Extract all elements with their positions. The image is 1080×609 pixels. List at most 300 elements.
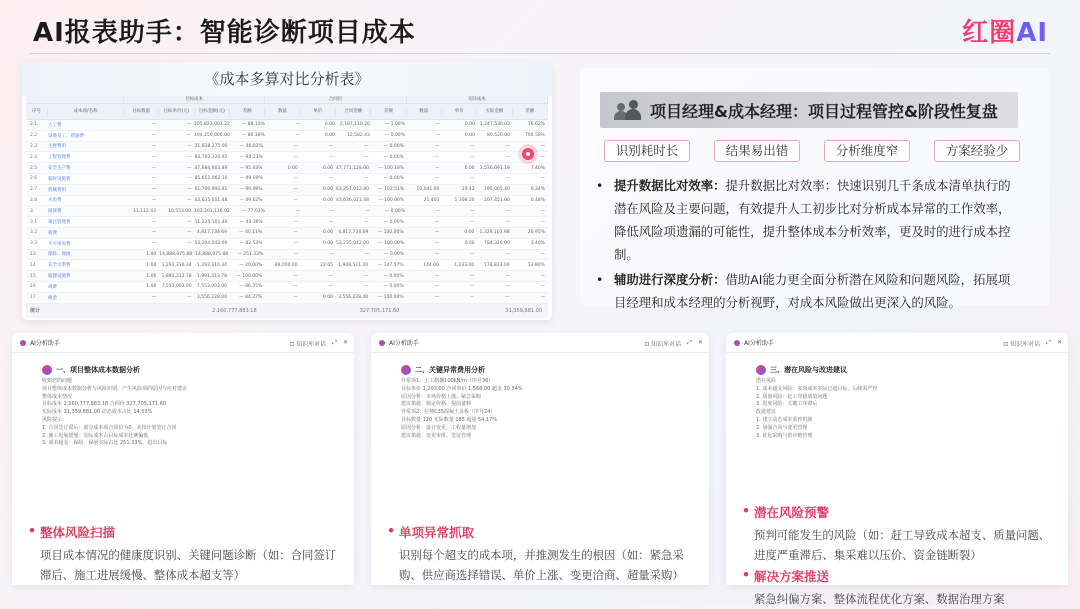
cost-item-link[interactable]: 设备及工、措施费: [48, 133, 84, 139]
table-row[interactable]: [26, 228, 548, 239]
table-cell: —: [505, 273, 510, 279]
table-cell: — 0.00%: [383, 284, 404, 290]
table-cell: 10,041.00: [416, 187, 440, 193]
table-cell: —: [295, 208, 300, 214]
table-cell: 1,891,313.78: [161, 273, 192, 279]
table-cell: —: [363, 273, 369, 279]
cost-item-link[interactable]: 临建设施费: [48, 274, 71, 280]
table-row[interactable]: [26, 142, 548, 153]
table-cell: 19.42: [461, 187, 475, 193]
response-line: 目标成本 2,160,777,883.18 合同价 327,705,171.60: [42, 401, 167, 408]
table-cell: — 49.62%: [239, 197, 263, 203]
table-cell: 7.40%: [530, 165, 546, 171]
caption-text: 项目成本情况的健康度识别、关键问题诊断（如：合同签订滞后、施工进展缓慢、整体成本超支等）: [40, 548, 337, 582]
table-cell: —: [151, 122, 157, 128]
table-cell: 1,293,310.34: [196, 262, 227, 268]
table-cell: —: [540, 154, 546, 160]
table-cell: 4,817,734.69: [338, 230, 369, 236]
table-cell: 0.00: [322, 187, 334, 193]
table-cell: —: [364, 251, 369, 257]
table-cell: —: [365, 208, 370, 214]
table-cell: 0.00: [322, 295, 333, 301]
table-cell: —: [505, 295, 510, 301]
table-cell: 207,451.00: [484, 197, 510, 203]
table-row[interactable]: [26, 260, 548, 271]
table-cell: —: [186, 241, 192, 247]
card-app-name: AI分析助手: [389, 340, 419, 347]
table-cell: 10,553.00: [168, 208, 192, 214]
table-cell: —: [293, 197, 298, 203]
expand-icon[interactable]: ⤢: [1046, 339, 1051, 346]
table-cell: 1.00: [146, 251, 157, 257]
table-cell: —: [364, 176, 369, 182]
column-header[interactable]: 差额: [513, 108, 548, 116]
table-cell: 11,225,101.40: [194, 219, 228, 225]
caption-title: • 整体风险扫描: [40, 523, 338, 541]
table-cell: — 100.00%: [236, 273, 263, 279]
caption-text: 紧急纠偏方案、整体流程优化方案、数据治理方案: [754, 592, 1005, 606]
table-cell: 47,771,128.00: [336, 165, 369, 171]
table-cell: 47,684,603.49: [194, 165, 228, 171]
column-header[interactable]: 实际金额: [477, 108, 512, 116]
column-header[interactable]: 数量: [265, 108, 300, 116]
close-icon[interactable]: ✕: [342, 339, 348, 346]
close-icon[interactable]: ✕: [1056, 339, 1062, 346]
response-line: 目标单价 1,203.00 合同单价 1,568.00 超支 30.34%: [401, 385, 523, 392]
table-cell: 1,329,103.98: [479, 230, 510, 236]
caption-text: 预判可能发生的风险（如：赶工导致成本超支、质量问题、进度严重滞后、集采难以压价、资金链断裂）: [754, 528, 1051, 562]
page-title: AI报表助手：智能诊断项目成本: [33, 18, 416, 48]
table-cell: —: [434, 165, 440, 171]
table-cell: 13.80%: [527, 262, 545, 268]
table-row[interactable]: [26, 250, 548, 261]
row-number: 2.1: [30, 122, 38, 128]
table-cell: 0.00: [322, 241, 334, 247]
table-cell: — 88.13%: [241, 122, 265, 128]
cost-item-link[interactable]: 规费: [48, 284, 57, 290]
response-line: 1. 成本超支风险：多项成本实际已超目标，后续需严控: [756, 385, 878, 392]
caption-title: • 单项异常抓取: [399, 523, 693, 541]
table-cell: 3,556,228.00: [196, 295, 227, 301]
table-cell: 1.00: [146, 262, 157, 268]
response-line: 收到您的问题: [42, 378, 73, 384]
table-cell: —: [540, 143, 546, 149]
table-cell: 14,888,075.88: [195, 251, 229, 257]
response-line: 2. 质量风险：赶工导致质量问题: [756, 393, 828, 400]
response-line: 风险提示：: [42, 416, 68, 423]
table-row[interactable]: [26, 163, 548, 174]
cost-comparison-table[interactable]: [22, 96, 552, 318]
table-cell: 0.34%: [530, 187, 546, 193]
table-cell: —: [151, 176, 157, 182]
footer-total: 2,160,777,883.18: [212, 307, 257, 314]
cost-item-link[interactable]: 保险、保函: [48, 252, 71, 258]
column-header[interactable]: 序号: [26, 108, 48, 116]
knowledge-chat-button[interactable]: ⊡ 知识库对话: [289, 341, 327, 348]
response-line: 建议措施：锁定价格、提前备料: [401, 401, 472, 408]
table-cell: 0.00: [464, 241, 475, 247]
response-line: 项目整体成本数据分析与风险识别，产生风险项的原因与应对建议: [42, 385, 188, 392]
table-row[interactable]: [26, 152, 548, 163]
table-cell: —: [328, 154, 334, 160]
table-cell: —: [469, 295, 475, 301]
response-line: 改进建议: [756, 409, 777, 416]
column-header[interactable]: 目标金额(元): [195, 108, 230, 116]
table-row[interactable]: [26, 271, 548, 282]
table-row[interactable]: [26, 282, 548, 293]
card-app-name: AI分析助手: [744, 340, 774, 347]
table-cell: 0.00: [464, 165, 475, 171]
table-cell: — 82.53%: [239, 241, 263, 247]
table-cell: — 95.03%: [239, 165, 263, 171]
table-cell: 103,203,116.02: [194, 208, 230, 214]
table-cell: —: [295, 122, 300, 128]
table-cell: 53,235,042.00: [336, 241, 369, 247]
table-cell: — 0.00%: [383, 251, 405, 257]
table-cell: —: [151, 187, 157, 193]
table-cell: — 100.18%: [378, 165, 405, 171]
row-number: 3.3: [30, 241, 38, 247]
table-cell: —: [434, 273, 439, 279]
table-cell: —: [540, 208, 545, 214]
table-cell: —: [434, 219, 440, 225]
table-cell: —: [434, 154, 440, 160]
cost-item-link[interactable]: 水电费: [48, 198, 62, 204]
table-row[interactable]: [26, 174, 548, 185]
row-number: 2.8: [30, 197, 38, 203]
table-row[interactable]: [26, 293, 548, 304]
row-number: 14: [30, 262, 36, 268]
pain-point-tags: [604, 140, 1020, 162]
table-cell: —: [151, 133, 157, 139]
expand-icon[interactable]: ⤢: [332, 339, 337, 346]
table-cell: 12,582.43: [346, 133, 370, 139]
cost-item-link[interactable]: 机械费用: [48, 187, 66, 193]
column-header[interactable]: 差额: [230, 108, 265, 116]
table-column-header: [26, 104, 548, 120]
table-cell: —: [469, 154, 475, 160]
bullet-text: 借助AI能力更全面分析潜在风险和问题风险，拓展项目经理和成本经理的分析视野，对成本风险做出更深入的风险。: [614, 272, 1011, 310]
table-row[interactable]: [26, 185, 548, 196]
table-cell: —: [293, 295, 298, 301]
table-cell: 20.95%: [527, 230, 545, 236]
table-cell: 104,256,000.00: [194, 133, 230, 139]
ai-assistant-icon: [20, 340, 26, 346]
row-number: 17: [30, 295, 36, 301]
table-cell: — 0.00%: [383, 154, 404, 160]
table-cell: 7,553,003.00: [161, 284, 192, 290]
table-cell: —: [540, 219, 546, 225]
table-cell: —: [187, 295, 192, 301]
bullet-bold: 辅助进行深度分析：: [614, 272, 726, 287]
table-cell: — 77.03%: [241, 208, 265, 214]
table-cell: —: [434, 295, 439, 301]
column-header[interactable]: 单价: [442, 108, 477, 116]
cost-item-link[interactable]: 税费: [48, 230, 57, 236]
table-cell: 22.65: [320, 262, 333, 268]
table-cell: — 46.02%: [239, 143, 263, 149]
group-header: 实际成本: [407, 96, 548, 103]
close-icon[interactable]: ✕: [697, 339, 703, 346]
table-cell: 700.58%: [524, 133, 545, 139]
row-number: 2.5: [30, 165, 38, 171]
table-cell: 0.00: [322, 230, 333, 236]
card-body: [726, 353, 1068, 440]
expand-icon[interactable]: ⤢: [687, 339, 692, 346]
table-cell: —: [505, 208, 510, 214]
role-panel: [580, 68, 1050, 310]
table-cell: — 102.51%: [378, 187, 405, 193]
table-row[interactable]: [26, 120, 548, 131]
section-title: 三、潜在风险与改进建议: [756, 365, 1054, 375]
card-caption: [12, 509, 354, 585]
response-line: 实际成本 31,359,881.00 动态成本占比 14.53%: [42, 409, 153, 416]
table-cell: 144.00: [423, 262, 439, 268]
row-number: 2.4: [30, 154, 38, 160]
knowledge-chat-button[interactable]: ⊡ 知识库对话: [1003, 341, 1041, 348]
cost-item-link[interactable]: 税金: [48, 295, 57, 301]
table-cell: — 40.36%: [239, 219, 263, 225]
table-cell: 1,308.20: [454, 197, 475, 203]
table-cell: —: [469, 176, 475, 182]
table-cell: 0.48%: [530, 197, 546, 203]
table-cell: —: [434, 284, 439, 290]
table-cell: — 147.57%: [377, 262, 404, 268]
table-cell: — 0.00%: [383, 273, 404, 279]
table-cell: —: [434, 143, 440, 149]
row-number: 16: [30, 284, 36, 290]
caption-text: 识别每个超支的成本项，并推测发生的根因（如：紧急采购、供应商选择错误、单价上涨、变更洽商、超量采购）: [399, 548, 684, 582]
bullet-item: [610, 174, 1022, 266]
table-cell: —: [293, 219, 299, 225]
table-cell: —: [435, 133, 440, 139]
table-cell: —: [186, 133, 192, 139]
response-line: 3. 成本超支：保险、保函实际占比 251.33%，超出目标: [42, 440, 168, 447]
table-cell: —: [505, 284, 510, 290]
table-row[interactable]: [26, 239, 548, 250]
table-cell: 1,891,313.78: [196, 273, 227, 279]
caption-title: • 解决方案推送: [754, 567, 1052, 585]
table-cell: 0.00: [322, 165, 334, 171]
bullet-item: [610, 268, 1022, 314]
table-row[interactable]: [26, 217, 548, 228]
cost-item-link[interactable]: 人工费: [48, 122, 62, 128]
table-cell: —: [186, 187, 192, 193]
card-header: [371, 333, 709, 353]
response-line: 整体成本情况: [42, 393, 73, 400]
table-title: 《成本多算对比分析表》: [22, 62, 552, 96]
table-cell: —: [293, 143, 299, 149]
table-cell: 205,823,003.22: [194, 122, 230, 128]
table-cell: 3,536,091.19: [479, 165, 510, 171]
column-header[interactable]: 目标单价(元): [159, 108, 194, 116]
table-cell: 0.00: [464, 133, 475, 139]
ai-assistant-icon: [734, 340, 740, 346]
analysis-card-anomaly: [371, 333, 709, 585]
card-caption: [371, 509, 709, 585]
table-cell: — 99.99%: [239, 187, 263, 193]
table-cell: —: [328, 219, 334, 225]
table-cell: —: [434, 230, 439, 236]
table-cell: —: [328, 273, 333, 279]
ai-avatar-icon: [756, 365, 766, 375]
cost-item-link[interactable]: 临时设施费: [48, 176, 71, 182]
table-cell: —: [151, 241, 157, 247]
table-cell: —: [293, 230, 298, 236]
table-cell: 0.00: [464, 122, 475, 128]
table-cell: — 84.27%: [239, 295, 263, 301]
table-cell: —: [363, 284, 369, 290]
table-cell: —: [540, 176, 546, 182]
table-cell: —: [469, 284, 475, 290]
caption-title: • 潜在风险预警: [754, 503, 1052, 521]
table-cell: —: [330, 208, 335, 214]
table-cell: —: [329, 251, 334, 257]
table-cell: —: [505, 143, 510, 149]
table-cell: 0.00: [324, 122, 335, 128]
ai-analysis-marker-icon[interactable]: [522, 148, 534, 160]
table-cell: —: [328, 143, 334, 149]
column-header[interactable]: 成本项/名称: [48, 108, 124, 116]
table-cell: —: [505, 251, 510, 257]
table-cell: —: [293, 187, 298, 193]
response-line: 建议措施：变更审批、签证管理: [401, 432, 472, 439]
table-cell: —: [151, 143, 157, 149]
table-cell: 1,233.00: [454, 262, 475, 268]
table-cell: —: [151, 219, 157, 225]
table-cell: 7,553,003.00: [196, 284, 227, 290]
table-group-header: [26, 96, 548, 104]
row-number: 3.1: [30, 219, 38, 225]
ai-avatar-icon: [42, 365, 52, 375]
table-footer: [26, 304, 548, 318]
table-cell: 2,187,110.20: [339, 122, 370, 128]
role-banner-text: 项目经理&成本经理：项目过程管控&阶段性复盘: [650, 101, 998, 121]
card-body: [12, 353, 354, 448]
role-banner: [600, 92, 1018, 128]
table-cell: 14,888,075.88: [159, 251, 193, 257]
table-cell: —: [364, 143, 369, 149]
table-cell: — 99.09%: [239, 176, 263, 182]
table-cell: —: [186, 165, 192, 171]
table-cell: — 0.00%: [383, 219, 404, 225]
table-cell: —: [469, 219, 475, 225]
tag: 方案经验少: [934, 140, 1020, 162]
table-cell: —: [505, 154, 510, 160]
response-line: 原因分析：设计变更、工程量增加: [401, 424, 477, 431]
column-header[interactable]: 单价: [301, 108, 336, 116]
table-cell: 0.00: [287, 165, 298, 171]
column-header[interactable]: 合同金额: [336, 108, 371, 116]
table-cell: —: [505, 176, 510, 182]
table-cell: —: [151, 295, 157, 301]
table-cell: —: [505, 219, 510, 225]
card-toolbar: [1003, 339, 1062, 348]
table-cell: —: [435, 122, 440, 128]
table-cell: — 1.00%: [384, 122, 405, 128]
response-line: 异常项1：土工格栅100kN/m（序号36）: [401, 378, 494, 384]
column-header[interactable]: 差额: [371, 108, 406, 116]
table-cell: —: [187, 154, 192, 160]
column-header[interactable]: 数量: [407, 108, 442, 116]
response-line: 3. 优化采购与供应链管理: [756, 432, 813, 439]
cost-item-link[interactable]: 安全生产费: [48, 166, 71, 172]
table-cell: 83,703,320.92: [194, 154, 228, 160]
knowledge-chat-button[interactable]: ⊡ 知识库对话: [644, 341, 682, 348]
table-cell: 3.40%: [530, 241, 546, 247]
table-cell: 3,556,228.00: [338, 295, 369, 301]
table-cell: —: [434, 176, 440, 182]
table-cell: 1,908,511.20: [338, 262, 369, 268]
row-number: 3: [30, 208, 33, 214]
footer-label: 统计: [30, 308, 41, 315]
table-cell: —: [186, 197, 192, 203]
cost-item-link[interactable]: 主材费用: [48, 144, 66, 150]
table-cell: 1.00: [146, 273, 157, 279]
card-app-name: AI分析助手: [30, 340, 60, 347]
footer-total: 31,359,881.00: [505, 307, 543, 314]
table-cell: — 0.00%: [384, 208, 405, 214]
table-cell: 784,320.00: [484, 241, 510, 247]
table-cell: —: [187, 230, 192, 236]
table-row[interactable]: [26, 196, 548, 207]
table-cell: —: [151, 154, 157, 160]
table-row[interactable]: [26, 131, 548, 142]
table-cell: —: [293, 154, 299, 160]
table-cell: —: [187, 143, 192, 149]
column-header[interactable]: 目标数量: [124, 108, 159, 116]
table-cell: — 40.11%: [239, 230, 263, 236]
table-cell: —: [151, 165, 157, 171]
response-line: 1. 建立动态成本监控机制: [756, 416, 813, 423]
cost-item-link[interactable]: 项目管理费: [48, 220, 71, 226]
table-cell: —: [186, 122, 192, 128]
table-cell: — 86.35%: [239, 284, 263, 290]
response-line: 异常项2：拉伸C35混凝土盖板（序号24）: [401, 409, 496, 416]
table-cell: 21,403: [423, 197, 440, 203]
table-row[interactable]: [26, 206, 548, 217]
brand-logo: 红圈AI: [962, 18, 1048, 48]
cost-item-link[interactable]: 间接费: [48, 209, 62, 215]
cost-item-link[interactable]: 工程管理费: [48, 155, 71, 161]
table-cell: 85,651,062.10: [194, 176, 228, 182]
card-body: [371, 353, 709, 440]
group-header: 目标成本: [124, 96, 265, 103]
cost-item-link[interactable]: 安全文明费: [48, 263, 71, 269]
response-line: 目标数量 120 实际数量 185 超量 54.17%: [401, 416, 498, 423]
card-header: [12, 333, 354, 353]
section-title: 二、关键异常费用分析: [401, 365, 695, 375]
table-cell: 43,636,011.48: [336, 197, 369, 203]
table-cell: —: [364, 154, 369, 160]
table-cell: —: [540, 251, 546, 257]
table-cell: —: [434, 251, 440, 257]
cost-item-link[interactable]: 不可预见费: [48, 241, 71, 247]
table-cell: —: [293, 284, 298, 290]
table-cell: 89,000.00: [274, 262, 298, 268]
table-cell: —: [293, 176, 299, 182]
card-toolbar: [644, 339, 703, 348]
analysis-card-overall: [12, 333, 354, 585]
table-cell: —: [187, 176, 192, 182]
row-number: 2.7: [30, 187, 38, 193]
tag: 识别耗时长: [604, 140, 690, 162]
bullet-text: 提升数据比对效率：快速识别几千条成本清单执行的潜在风险及主要问题，有效提升人工初步比对分析成本异常的工作效率，降低风险项遗漏的可能性，提升整体成本分析效率，更及时的进行成本控制。: [614, 178, 1011, 262]
row-number: 3.2: [30, 230, 38, 236]
table-cell: — 100.00%: [377, 230, 404, 236]
table-cell: —: [470, 251, 475, 257]
benefit-bullets: [610, 174, 1022, 316]
